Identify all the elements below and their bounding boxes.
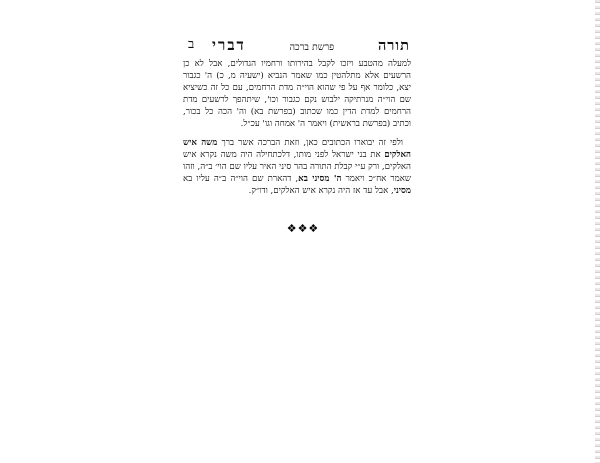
bold-phrase-moshe: משה איש האלקים: [183, 137, 411, 160]
section-ornament: ❖❖❖: [286, 222, 320, 235]
paragraph-2: [183, 137, 411, 197]
paragraph-2-text-a: ולפי זה יבוארו הכתובים כאן, וזאת הברכה אשר ברך: [217, 137, 403, 148]
parsha-name: פרשת ברכה: [289, 42, 335, 53]
body-text: [183, 58, 411, 197]
paragraph-2-text-c: , דהארת שם הוי״ה ב״ה עליו בא: [183, 173, 299, 184]
bold-phrase-sinai-ba: ה' מסיני בא: [298, 173, 342, 184]
page-number: ב: [188, 37, 195, 52]
paragraph-2-text-d: , אבל עד אז היה נקרא איש האלקים, ודו״ק.: [248, 185, 394, 196]
book-name: דברי: [212, 36, 246, 54]
bold-phrase-misinai: מסיני: [393, 185, 411, 196]
running-head: [212, 36, 410, 56]
book-title: תורה: [377, 37, 410, 54]
scan-edge-artifact: [595, 0, 600, 463]
paragraph-1: למעלה מהטבע ויזכו לקבל בהירותו ורחמיו הגדולים, אבל לא כן הרשעים אלא מתלהטין כמו שאמר הנביא (ישעיה מ, כ) ה' כגבור יצא, כלומר אף על פי שהוא הוי״ה מדת הרחמים, עם כל זה כשיציא שם הוי״ה מנרתיקה ילבוש נקם כגבור וכו', שיתהפך לרשעים מדת הרחמים למדת הדין כמו שכתוב (בפרשת בא) וה' הכה כל בכור, וכתיב (בפרשת בראשית) ויאמר ה' אמחה וגו' עכ״ל.: [183, 59, 411, 130]
paragraph-2-text-b: את בני ישראל לפני מותו, דלכתחילה היה משה נקרא איש האלקים, ורק ע״י קבלת התורה בהר סיני האיר עליו שם הוי׳ ב״ה, וזהו שאמר אח״כ ויאמר: [183, 149, 411, 184]
